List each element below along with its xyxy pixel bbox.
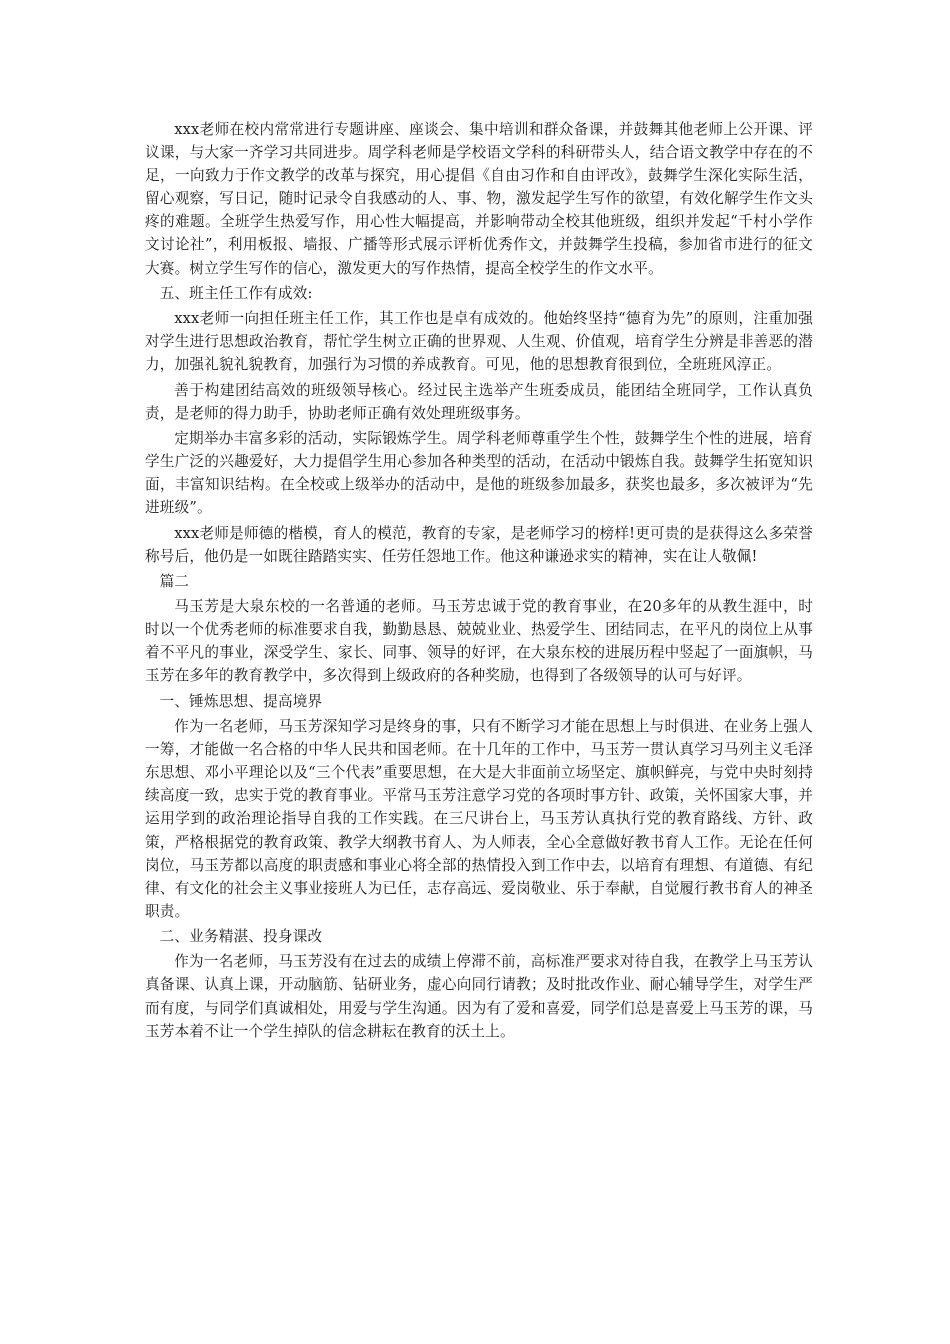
- section-heading-1: 一、锤炼思想、提高境界: [159, 692, 323, 710]
- paragraph-4: 定期举办丰富多彩的活动，实际锻炼学生。周学科老师尊重学生个性，鼓舞学生个性的进展，培育学生广泛的兴趣爱好，大力提倡学生用心参加各种类型的活动，在活动中锻炼自我。鼓舞学生拓宽知识面，丰富知识结构。在全校或上级举办的活动中，是他的班级参加最多，获奖也最多，多次被评为“先进班级”。: [145, 429, 813, 517]
- paragraph-8: 作为一名老师，马玉芳没有在过去的成绩上停滞不前，高标准严要求对待自我，在教学上马玉芳认真备课、认真上课，开动脑筋、钻研业务，虚心向同行请教；及时批改作业、耐心辅导学生，对学生严而有度，与同学们真诚相处，用爱与学生沟通。因为有了爱和喜爱，同学们总是喜爱上马玉芳的课，马玉芳本着不让一个学生掉队的信念耕耘在教育的沃土上。: [145, 953, 813, 1040]
- paragraph-7: 作为一名老师，马玉芳深知学习是终身的事，只有不断学习才能在思想上与时俱进、在业务上强人一筹，才能做一名合格的中华人民共和国老师。在十几年的工作中，马玉芳一贯认真学习马列主义毛泽东思想、邓小平理论以及“三个代表”重要思想，在大是大非面前立场坚定、旗帜鲜亮，与党中央时刻持续高度一致，忠实于党的教育事业。平常马玉芳注意学习党的各项时事方针、政策，关怀国家大事，并运用学到的政治理论指导自我的工作实践。在三尺讲台上，马玉芳认真执行党的教育路线、方针、政策，严格根据党的教育政策、教学大纲教书育人、为人师表，全心全意做好教书育人工作。无论在任何岗位，马玉芳都以高度的职责感和事业心将全部的热情投入到工作中去，以培育有理想、有道德、有纪律、有文化的社会主义事业接班人为已任，志存高远、爱岗敬业、乐于奉献，自觉履行教书育人的神圣职责。: [145, 718, 813, 920]
- paragraph-1: xxx老师在校内常常进行专题讲座、座谈会、集中培训和群众备课，并鼓舞其他老师上公开课、评议课，与大家一齐学习共同进步。周学科老师是学校语文学科的科研带头人，结合语文教学中存在的不足，一向致力于作文教学的改革与探究，用心提倡《自由习作和自由评改》，鼓舞学生深化实际生活，留心观察，写日记，随时记录令自我感动的人、事、物，激发起学生写作的欲望，有效化解学生作文头疼的难题。全班学生热爱写作，用心性大幅提高，并影响带动全校其他班级，组织并发起“千村小学作文讨论社”，利用板报、墙报、广播等形式展示评析优秀作文，并鼓舞学生投稿，参加省市进行的征文大赛。树立学生写作的信心，激发更大的写作热情，提高全校学生的作文水平。: [145, 121, 813, 277]
- document-page: [145, 118, 813, 1045]
- paragraph-6: 马玉芳是大泉东校的一名普通的老师。马玉芳忠诚于党的教育事业，在20多年的从教生涯中，时时以一个优秀老师的标准要求自我，勤勤恳恳、兢兢业业、热爱学生、团结同志，在平凡的岗位上从事着不平凡的事业，深受学生、家长、同事、领导的好评，在大泉东校的进展历程中竖起了一面旗帜，马玉芳在多年的教育教学中，多次得到上级政府的各种奖励，也得到了各级领导的认可与好评。: [145, 598, 813, 685]
- paragraph-5: xxx老师是师德的楷模，育人的模范，教育的专家，是老师学习的榜样!更可贵的是获得这么多荣誉称号后，他仍是一如既往踏踏实实、任劳任怨地工作。他这种谦逊求实的精神，实在让人敬佩!: [145, 524, 813, 565]
- paragraph-2: xxx老师一向担任班主任工作，其工作也是卓有成效的。他始终坚持“德育为先”的原则，注重加强对学生进行思想政治教育，帮忙学生树立正确的世界观、人生观、价值观，培育学生分辨是非善恶的潜力，加强礼貌礼貌教育，加强行为习惯的养成教育。可见，他的思想教育很到位，全班班风淳正。: [145, 310, 813, 374]
- section-heading-2: 二、业务精湛、投身课改: [159, 928, 323, 946]
- part-two-heading: 篇二: [159, 572, 190, 590]
- paragraph-3: 善于构建团结高效的班级领导核心。经过民主选举产生班委成员，能团结全班同学，工作认真负责，是老师的得力助手，协助老师正确有效处理班级事务。: [145, 381, 813, 422]
- section-heading-5: 五、班主任工作有成效:: [159, 284, 313, 302]
